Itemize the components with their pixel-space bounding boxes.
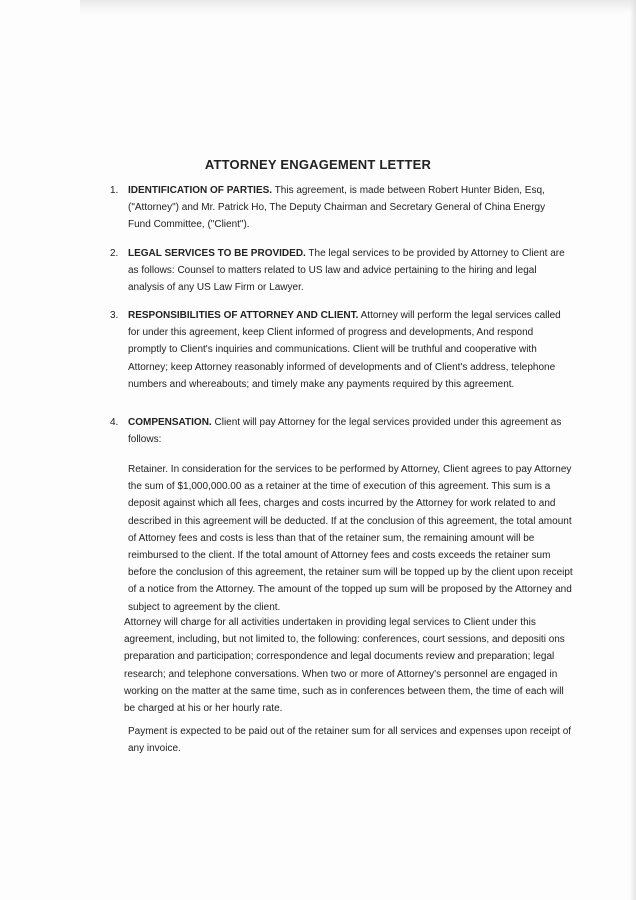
section-text: Client will pay Attorney for the legal services provided under this agreement as follows: (128, 417, 562, 446)
scan-edge-top (80, 0, 636, 14)
section-text: Attorney will perform the legal services called for under this agreement, keep Client informed of progress and developments, And respond promptly to Client's inquiries and communications. Client will be truthful and cooperative with Attorney; keep Attorney reasonably informed of developments and of Client's address, telephone numbers and whereabouts; and timely make any payments required by this agreement. (128, 310, 561, 390)
section-number: 3. (110, 310, 119, 321)
paragraph-payment: Payment is expected to be paid out of the retainer sum for all services and expenses upon receipt of any invoice. (128, 726, 572, 755)
section-text: The legal services to be provided by Attorney to Client are as follows: Counsel to matters related to US law and advice pertaining to the hiring and legal analysis of any US Law Firm or Lawyer. (128, 248, 565, 294)
section-identification-of-parties (110, 182, 568, 234)
section-heading: RESPONSIBILITIES OF ATTORNEY AND CLIENT. (128, 310, 359, 321)
paragraph-charges: Attorney will charge for all activities undertaken in providing legal services to Client under this agreement, including, but not limited to, the following: conferences, court sessions, and depositi ons preparation and participation; correspondence and legal documents review and preparation; legal research; and telephone conversations. When two or more of Attorney's personnel are engaged in working on the matter at the same time, such as in conferences between them, the time of each will be charged at his or her hourly rate. (124, 617, 565, 715)
section-responsibilities (110, 307, 568, 393)
section-text: This agreement, is made between Robert Hunter Biden, Esq, ("Attorney") and Mr. Patrick Ho, The Deputy Chairman and Secretary General of China Energy Fund Committee, ("Client"). (128, 185, 546, 231)
section-legal-services (110, 245, 568, 297)
scan-edge-right (630, 0, 636, 900)
paragraph-retainer: Retainer. In consideration for the services to be performed by Attorney, Client agrees to pay Attorney the sum of $1,000,000.00 as a retainer at the time of execution of this agreement. This sum is a deposit against which all fees, charges and costs incurred by the Attorney for work related to and described in this agreement will be deducted. If at the conclusion of this agreement, the total amount of Attorney fees and costs is less than that of the retainer sum, the remaining amount will be reimbursed to the client. If the total amount of Attorney fees and costs exceeds the retainer sum before the conclusion of this agreement, the retainer sum will be topped up by the client upon receipt of a notice from the Attorney. The amount of the topped up sum will be proposed by the Attorney and subject to agreement by the client. (128, 464, 573, 613)
document-title: ATTORNEY ENGAGEMENT LETTER (204, 157, 432, 172)
section-heading: COMPENSATION. (128, 417, 212, 428)
section-number: 1. (110, 185, 119, 196)
section-heading: LEGAL SERVICES TO BE PROVIDED. (128, 248, 306, 259)
section-heading: IDENTIFICATION OF PARTIES. (128, 185, 273, 196)
section-number: 4. (110, 417, 119, 428)
section-number: 2. (110, 248, 119, 259)
section-compensation (110, 414, 568, 448)
